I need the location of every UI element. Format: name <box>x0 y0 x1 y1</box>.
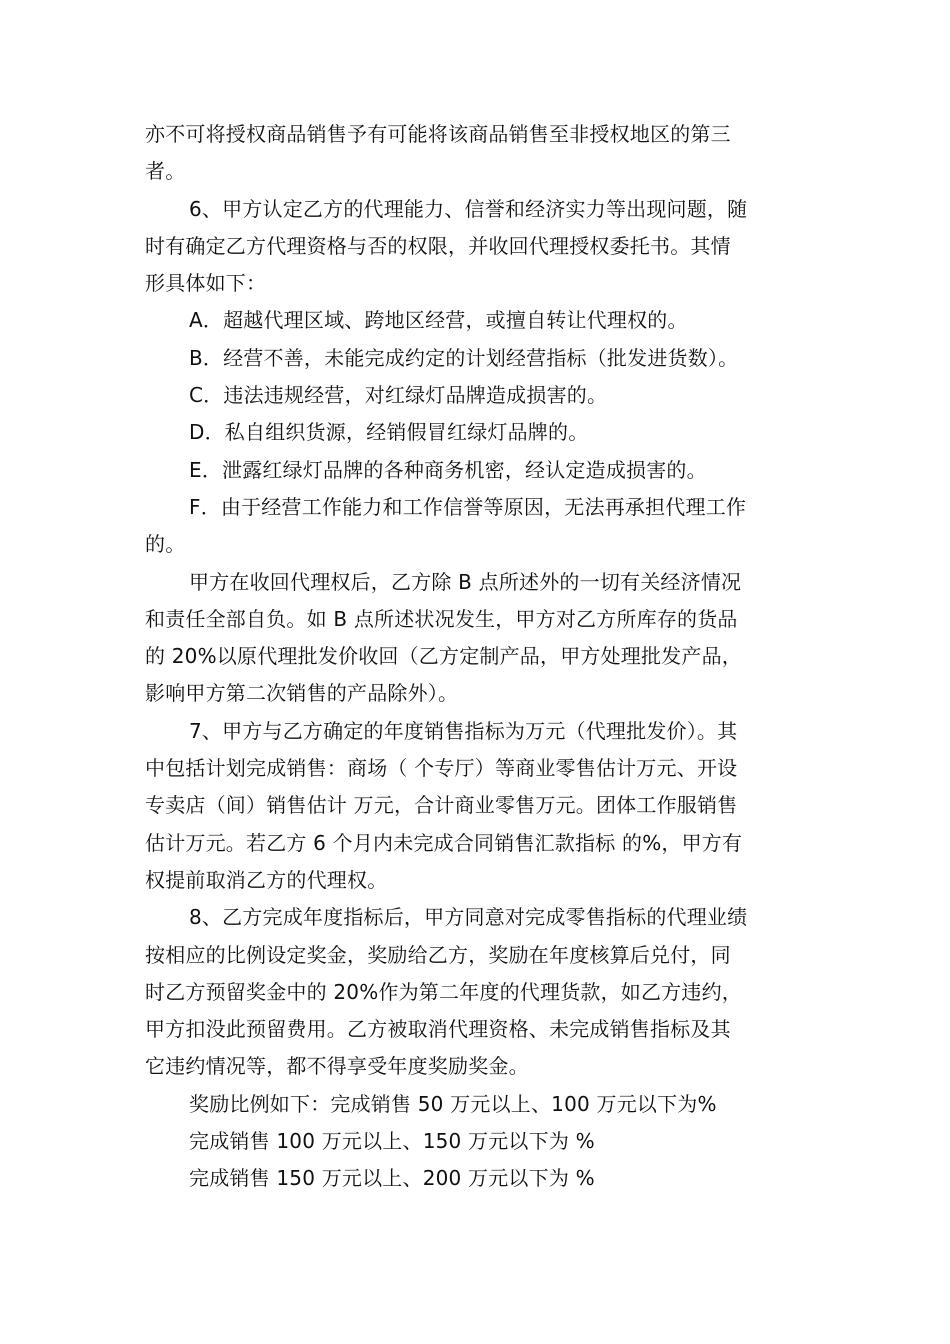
text-line: 专卖店（间）销售估计 万元，合计商业零售万元。团体工作服销售 <box>145 793 738 818</box>
text-line: 完成销售 150 万元以上、200 万元以下为 % <box>189 1166 595 1191</box>
document-page <box>145 116 810 1198</box>
text-line: 完成销售 100 万元以上、150 万元以下为 % <box>189 1129 595 1154</box>
text-line: 影响甲方第二次销售的产品除外）。 <box>145 681 459 706</box>
text-line: 时乙方预留奖金中的 20%作为第二年度的代理货款，如乙方违约， <box>145 979 743 1004</box>
text-line: 和责任全部自负。如 B 点所述状况发生，甲方对乙方所库存的货品 <box>145 606 738 631</box>
text-line: 8、乙方完成年度指标后，甲方同意对完成零售指标的代理业绩 <box>189 905 748 930</box>
text-line: 的 20%以原代理批发价收回（乙方定制产品，甲方处理批发产品， <box>145 644 743 669</box>
text-line: 者。 <box>145 159 186 184</box>
text-line: 估计万元。若乙方 6 个月内未完成合同销售汇款指标 的%，甲方有 <box>145 830 743 855</box>
text-line: 奖励比例如下：完成销售 50 万元以上、100 万元以下为% <box>189 1091 717 1116</box>
text-line: 甲方扣没此预留费用。乙方被取消代理资格、未完成销售指标及其 <box>145 1017 731 1042</box>
text-line: A．超越代理区域、跨地区经营，或擅自转让代理权的。 <box>189 308 688 333</box>
text-line: 它违约情况等，都不得享受年度奖励奖金。 <box>145 1054 529 1079</box>
text-line: D．私自组织货源，经销假冒红绿灯品牌的。 <box>189 420 589 445</box>
text-line: F．由于经营工作能力和工作信誉等原因，无法再承担代理工作 <box>189 494 747 519</box>
text-line: 甲方在收回代理权后，乙方除 B 点所述外的一切有关经济情况 <box>189 569 742 594</box>
text-line: 中包括计划完成销售：商场（ 个专厅）等商业零售估计万元、开设 <box>145 756 738 781</box>
text-line: 亦不可将授权商品销售予有可能将该商品销售至非授权地区的第三 <box>145 122 731 146</box>
text-line: E．泄露红绿灯品牌的各种商务机密，经认定造成损害的。 <box>189 457 707 482</box>
text-line: C．违法违规经营，对红绿灯品牌造成损害的。 <box>189 383 608 408</box>
text-line: 6、甲方认定乙方的代理能力、信誉和经济实力等出现问题，随 <box>189 196 748 221</box>
text-line: 权提前取消乙方的代理权。 <box>145 867 388 892</box>
text-line: 的。 <box>145 532 186 557</box>
text-line: 按相应的比例设定奖金，奖励给乙方，奖励在年度核算后兑付，同 <box>145 942 731 967</box>
text-line: 形具体如下： <box>145 271 267 296</box>
text-line: 7、甲方与乙方确定的年度销售指标为万元（代理批发价）。其 <box>189 718 738 743</box>
text-line: B．经营不善，未能完成约定的计划经营指标（批发进货数）。 <box>189 345 739 370</box>
text-line: 时有确定乙方代理资格与否的权限，并收回代理授权委托书。其情 <box>145 233 731 258</box>
